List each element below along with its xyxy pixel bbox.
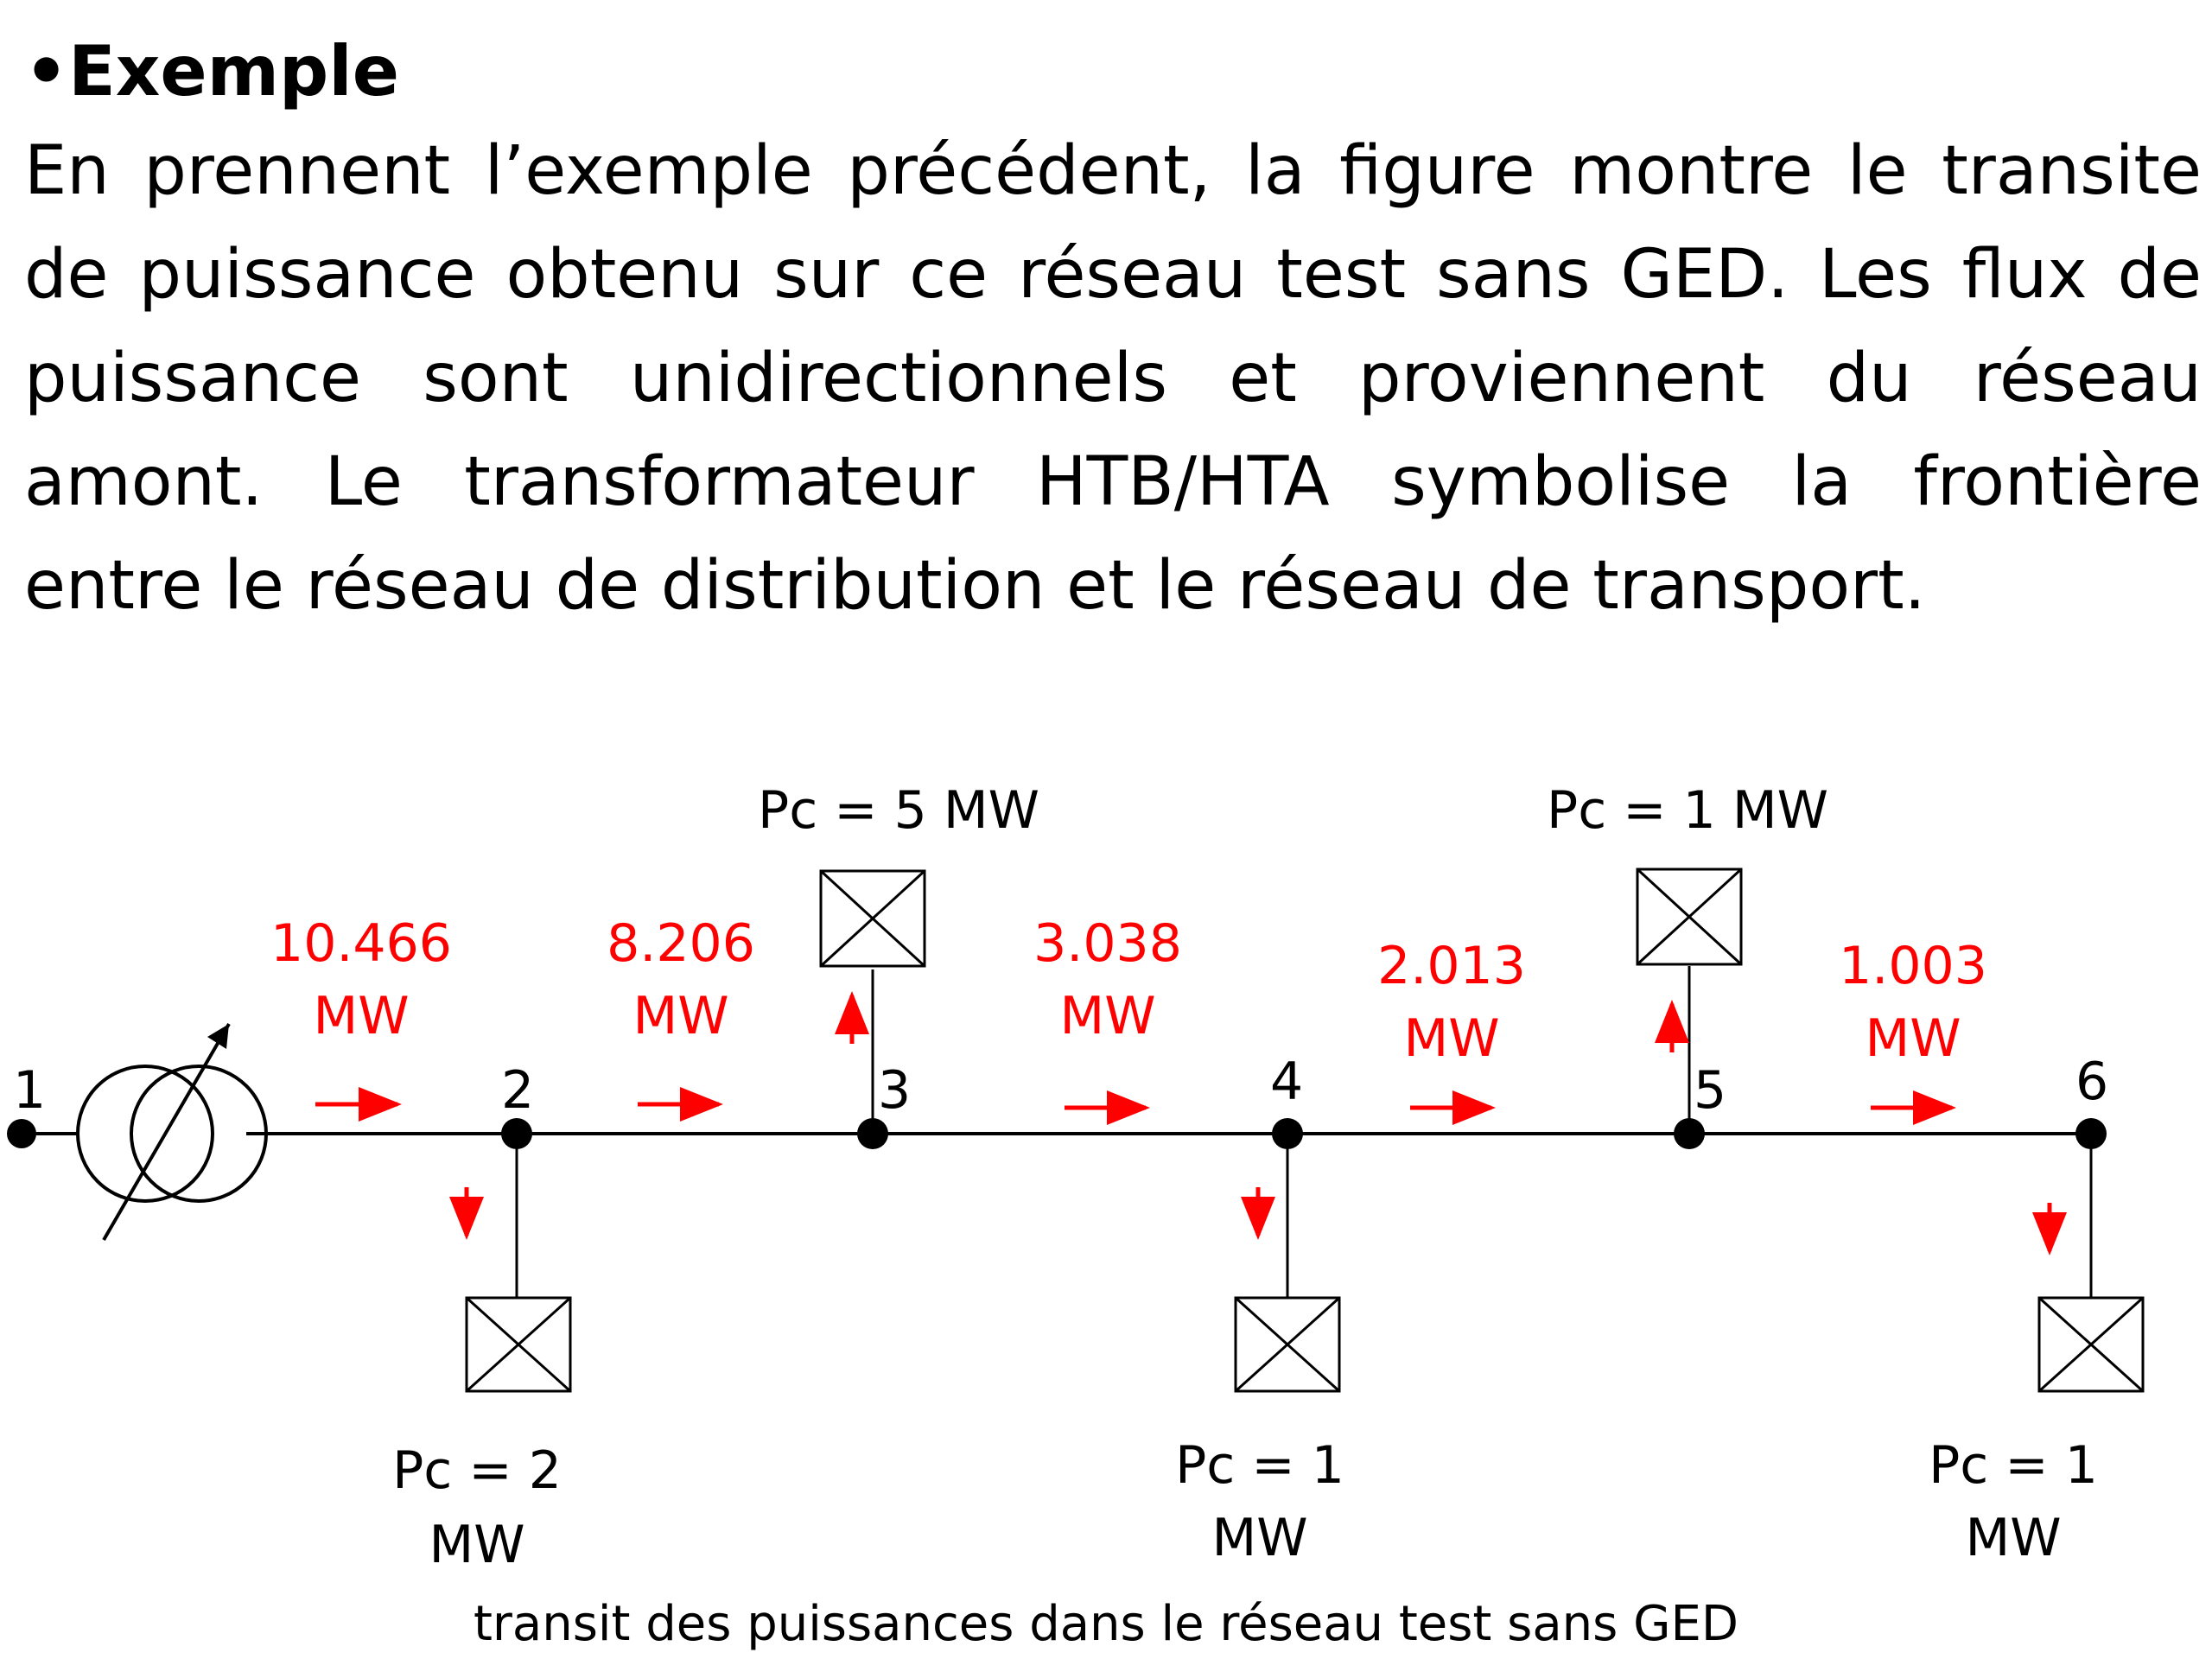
flow-unit: MW <box>1865 1008 1961 1069</box>
flow-value: 8.206 <box>607 913 755 974</box>
paragraph-line: entre le réseau de distribution et le réseau de transport. <box>24 547 1926 625</box>
variable-transformer-icon <box>78 1024 266 1240</box>
load-label: MW <box>1211 1508 1308 1568</box>
load-box-icon <box>1236 1298 1339 1391</box>
flow-unit: MW <box>632 986 729 1046</box>
paragraph-line: de puissance obtenu sur ce réseau test sans GED. Les flux de <box>24 236 2202 314</box>
node-label: 2 <box>501 1060 535 1121</box>
node-label: 4 <box>1270 1052 1304 1112</box>
flow-unit: MW <box>1059 986 1156 1046</box>
node-label: 3 <box>878 1060 912 1121</box>
load-label: Pc = 1 <box>1929 1435 2098 1496</box>
node-dot <box>2075 1118 2107 1149</box>
node-label: 1 <box>13 1060 47 1121</box>
node-dot <box>501 1118 532 1149</box>
load-label: Pc = 2 <box>392 1440 562 1501</box>
load-label: MW <box>429 1515 525 1575</box>
node-dot <box>1272 1118 1303 1149</box>
node-dot <box>857 1118 888 1149</box>
paragraph-line: En prennent l’exemple précédent, la figure montre le transite <box>24 132 2202 210</box>
load-label: MW <box>1965 1508 2062 1568</box>
load-box-icon <box>467 1298 570 1391</box>
flow-value: 3.038 <box>1033 913 1182 974</box>
flow-value: 2.013 <box>1377 936 1526 996</box>
figure-caption: transit des puissances dans le réseau test sans GED <box>473 1596 1739 1652</box>
node-label: 6 <box>2075 1052 2109 1112</box>
paragraph-line: puissance sont unidirectionnels et proviennent du réseau <box>24 340 2202 417</box>
load-label: Pc = 5 MW <box>758 780 1039 841</box>
load-box-icon <box>821 871 925 966</box>
flow-value: 1.003 <box>1839 936 1987 996</box>
flow-unit: MW <box>1403 1008 1500 1069</box>
load-label: Pc = 1 MW <box>1547 780 1828 841</box>
node-dot <box>1674 1118 1705 1149</box>
node-label: 5 <box>1694 1060 1727 1121</box>
load-label: Pc = 1 <box>1175 1435 1344 1496</box>
node-dot <box>7 1119 36 1148</box>
load-box-icon <box>1637 869 1741 964</box>
paragraph-line: amont. Le transformateur HTB/HTA symbolise la frontière <box>24 443 2202 521</box>
slide-heading: •Exemple <box>24 31 399 111</box>
load-box-icon <box>2039 1298 2143 1391</box>
flow-unit: MW <box>313 986 410 1046</box>
flow-value: 10.466 <box>270 913 452 974</box>
